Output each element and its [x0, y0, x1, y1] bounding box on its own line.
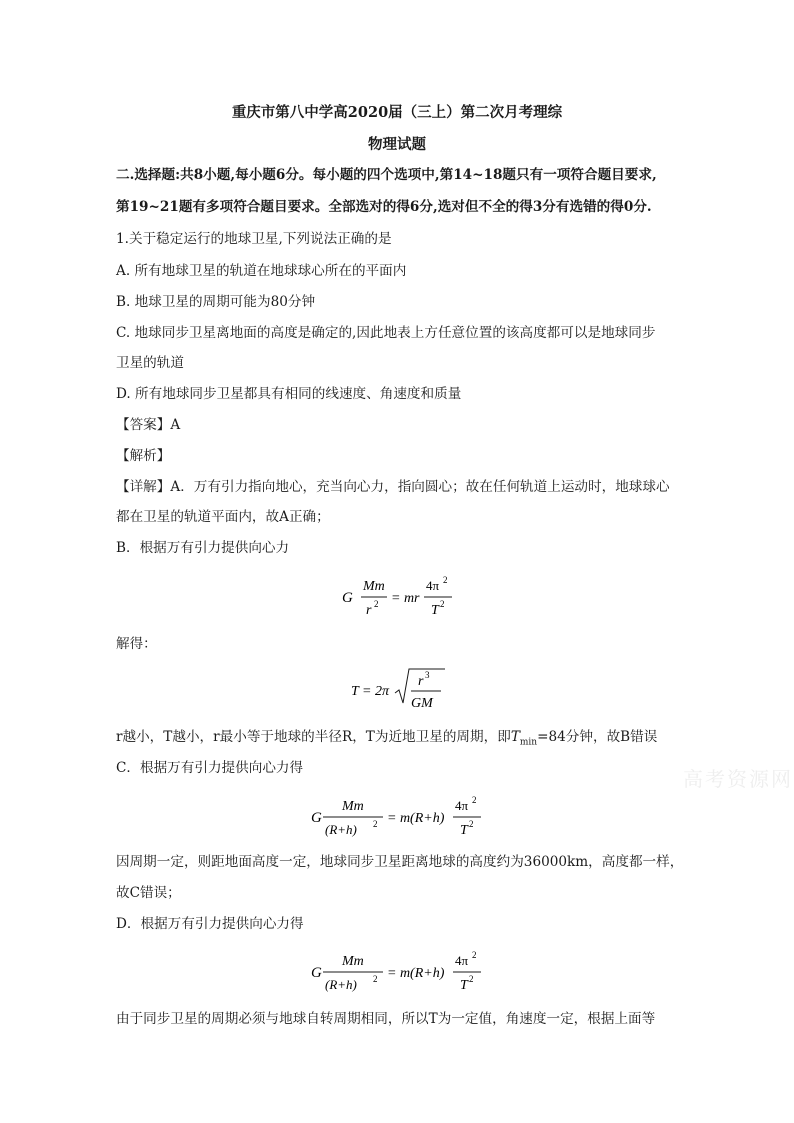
- option-b: B. 地球卫星的周期可能为80分钟: [116, 294, 316, 310]
- watermark: 高考资源网: [683, 767, 793, 791]
- eq2-exp: 3: [425, 670, 430, 680]
- eq3-exp: 2: [373, 819, 378, 829]
- option-c-line1: C. 地球同步卫星离地面的高度是确定的,因此地表上方任意位置的该高度都可以是地球同步: [116, 325, 656, 341]
- analysis-label: 【解析】: [116, 448, 171, 464]
- eq1-exp2: 2: [443, 575, 448, 585]
- eq4-exp3: 2: [469, 974, 474, 984]
- eq1-num: Mm: [363, 579, 385, 594]
- section-instruction-1: 二.选择题:共8小题,每小题6分。每小题的四个选项中,第14~18题只有一项符合题目要求,: [116, 167, 657, 183]
- eq4-exp: 2: [373, 974, 378, 984]
- option-c-line2: 卫星的轨道: [116, 355, 184, 371]
- eq3-num2: 4π: [455, 798, 469, 813]
- option-b-reasoning-text: r越小，T越小，r最小等于地球的半径R，T为近地卫星的周期，即: [116, 729, 511, 745]
- equation-gravity-2: [305, 790, 495, 840]
- eq4-rhs: = m(R+h): [387, 966, 445, 981]
- eq3-rhs: = m(R+h): [387, 811, 445, 826]
- eq3-exp3: 2: [469, 819, 474, 829]
- eq4-den2: T: [460, 978, 468, 993]
- option-c-reasoning-2: 故C错误；: [116, 885, 181, 901]
- detail-line-1: 【详解】A．万有引力指向地心，充当向心力，指向圆心；故在任何轨道上运动时，地球球心: [116, 479, 670, 495]
- eq1-den2: T: [431, 603, 439, 618]
- detail-line-2: 都在卫星的轨道平面内，故A正确；: [116, 509, 330, 525]
- eq3-g: G: [311, 810, 322, 826]
- eq2-lhs: T = 2π: [351, 684, 389, 699]
- option-b-intro: B．根据万有引力提供向心力: [116, 540, 290, 556]
- tmin-subscript: min: [519, 737, 538, 748]
- option-c-reasoning-1: 因周期一定，则距地面高度一定，地球同步卫星距离地球的高度约为36000km，高度都一样，: [116, 854, 684, 870]
- equation-gravity-3: [305, 945, 495, 995]
- eq3-num: Mm: [342, 799, 364, 814]
- eq2-num: r: [418, 674, 424, 689]
- option-d: D. 所有地球同步卫星都具有相同的线速度、角速度和质量: [116, 386, 462, 402]
- eq4-g: G: [311, 965, 322, 981]
- eq3-exp2: 2: [472, 795, 477, 805]
- eq1-g: G: [342, 590, 353, 606]
- option-d-intro: D．根据万有引力提供向心力得: [116, 916, 304, 932]
- eq4-num2: 4π: [455, 953, 469, 968]
- option-d-reasoning: 由于同步卫星的周期必须与地球自转周期相同，所以T为一定值，角速度一定，根据上面等: [116, 1011, 656, 1027]
- eq4-num: Mm: [342, 954, 364, 969]
- eq4-den: (R+h): [325, 977, 357, 992]
- answer: 【答案】A: [116, 417, 181, 433]
- eq1-exp: 2: [374, 599, 379, 609]
- page-subtitle: 物理试题: [368, 136, 426, 153]
- eq3-den2: T: [460, 823, 468, 838]
- eq1-num2: 4π: [426, 578, 440, 593]
- equation-period: [345, 665, 455, 713]
- option-a: A. 所有地球卫星的轨道在地球球心所在的平面内: [116, 263, 407, 279]
- eq4-exp2: 2: [472, 950, 477, 960]
- eq1-den: r: [366, 603, 372, 618]
- option-b-reasoning: [116, 728, 657, 752]
- option-b-conclusion: =84分钟，故B错误: [537, 729, 658, 745]
- equation-gravity-1: [330, 570, 460, 620]
- option-c-intro: C．根据万有引力提供向心力得: [116, 760, 304, 776]
- page-title: 重庆市第八中学高2020届（三上）第二次月考理综: [231, 104, 563, 121]
- eq1-rhs: = mr: [391, 591, 420, 606]
- section-instruction-2: 第19~21题有多项符合题目要求。全部选对的得6分,选对但不全的得3分有选错的得0分.: [116, 199, 652, 215]
- solve-label: 解得：: [116, 636, 157, 652]
- question-stem: 1.关于稳定运行的地球卫星,下列说法正确的是: [116, 231, 392, 247]
- eq1-exp3: 2: [440, 599, 445, 609]
- eq2-den: GM: [411, 696, 433, 711]
- eq3-den: (R+h): [325, 822, 357, 837]
- tmin-symbol: T: [510, 729, 520, 745]
